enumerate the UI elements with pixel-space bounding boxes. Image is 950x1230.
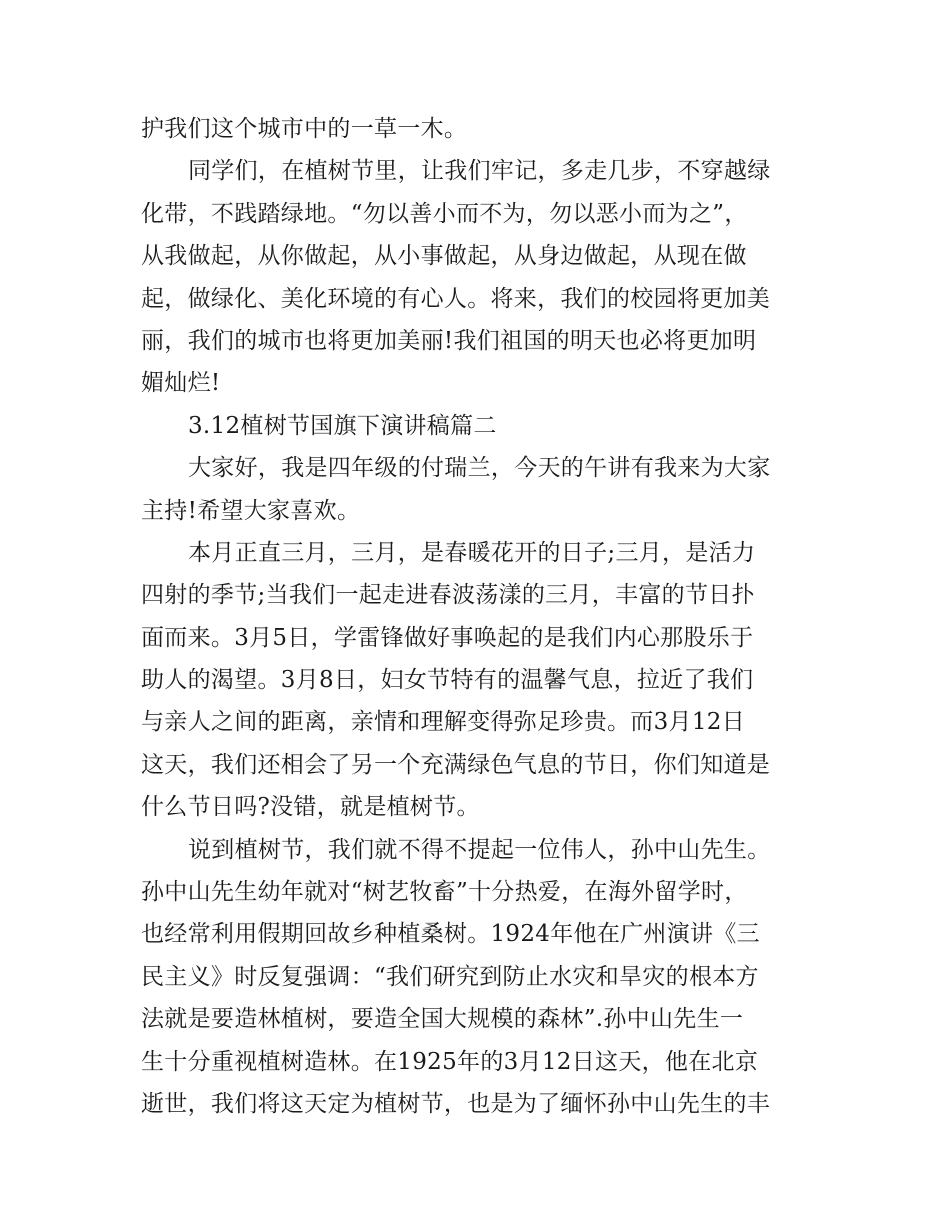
- text-line: 这天，我们还相会了另一个充满绿色气息的节日，你们知道是: [141, 751, 771, 778]
- text-line: 生十分重视植树造林。在1925年的3月12日这天，他在北京: [141, 1048, 759, 1075]
- text-line: 同学们，在植树节里，让我们牢记，多走几步，不穿越绿: [188, 158, 771, 185]
- text-line: 助人的渴望。3月8日，妇女节特有的温馨气息，拉近了我们: [141, 667, 754, 694]
- text-line: 从我做起，从你做起，从小事做起，从身边做起，从现在做: [141, 243, 747, 270]
- text-line: 四射的季节;当我们一起走进春波荡漾的三月，丰富的节日扑: [141, 582, 755, 609]
- text-line: 化带，不践踏绿地。“勿以善小而不为，勿以恶小而为之”，: [141, 200, 748, 227]
- text-line: 法就是要造林植树，要造全国大规模的森林”.孙中山先生一: [141, 1006, 744, 1033]
- text-line: 主持!希望大家喜欢。: [141, 497, 361, 524]
- text-line: 护我们这个城市中的一草一木。: [141, 116, 468, 142]
- text-line: 民主义》时反复强调：“我们研究到防止水灾和旱灾的根本方: [141, 963, 759, 990]
- text-line: 面而来。3月5日，学雷锋做好事唤起的是我们内心那股乐于: [141, 624, 754, 651]
- text-line: 与亲人之间的距离，亲情和理解变得弥足珍贵。而3月12日: [141, 709, 745, 736]
- text-line: 起，做绿化、美化环境的有心人。将来，我们的校园将更加美: [141, 285, 771, 312]
- text-line: 丽，我们的城市也将更加美丽!我们祖国的明天也必将更加明: [141, 327, 757, 354]
- text-line: 本月正直三月，三月，是春暖花开的日子;三月，是活力: [188, 539, 756, 566]
- text-line: 大家好，我是四年级的付瑞兰，今天的午讲有我来为大家: [188, 455, 771, 482]
- text-line: 逝世，我们将这天定为植树节，也是为了缅怀孙中山先生的丰: [141, 1090, 771, 1117]
- text-line: 孙中山先生幼年就对“树艺牧畜”十分热爱，在海外留学时，: [141, 879, 748, 906]
- text-line: 说到植树节，我们就不得不提起一位伟人，孙中山先生。: [188, 836, 771, 863]
- document-body: [141, 108, 821, 1125]
- text-line: 媚灿烂!: [141, 370, 221, 397]
- text-line: 什么节日吗?没错，就是植树节。: [141, 794, 480, 821]
- text-line: 也经常利用假期回故乡种植桑树。1924年他在广州演讲《三: [141, 921, 760, 948]
- section-heading: 3.12植树节国旗下演讲稿篇二: [188, 412, 497, 439]
